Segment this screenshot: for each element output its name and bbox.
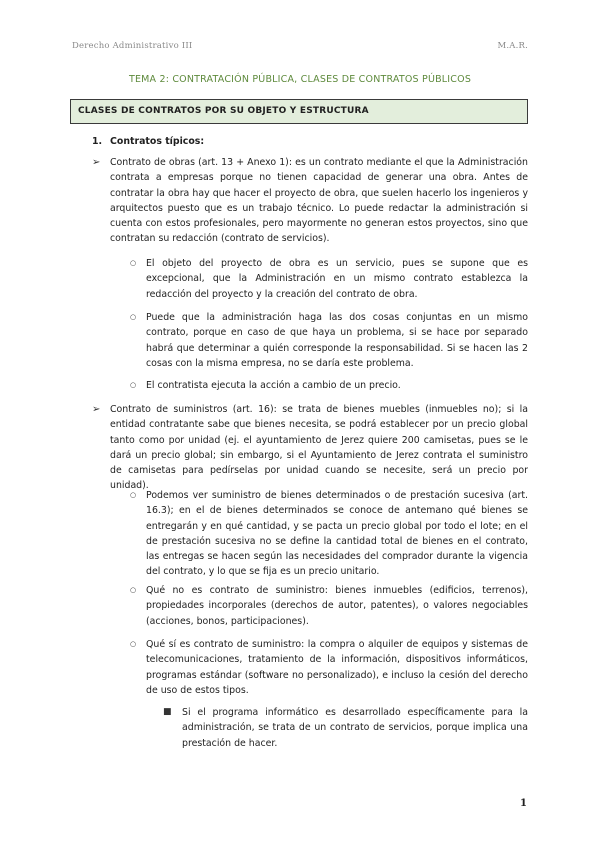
heading-number: 1. xyxy=(92,136,103,147)
suministros-sub-1-text: Podemos ver suministro de bienes determinados o de prestación sucesiva (art. 16.3); en el de bienes determinados se conoce de antemano qué bienes se entregarán y en qué cantidad, y se pacta un precio global por todo el lote; en el de prestación sucesiva no se define la cantidad total de bienes en el contrato, las entregas se hacen según las necesidades del comprador durante la vigencia del contrato, y lo que se fija es un precio unitario. xyxy=(146,490,528,578)
obras-sub-1 xyxy=(146,256,528,302)
suministros-sub-3-text: Qué sí es contrato de suministro: la compra o alquiler de equipos y sistemas de telecomunicaciones, tratamiento de la información, dispositivos informáticos, programas estándar (software no personalizado), e incluso la cesión del derecho de uso de estos tipos. xyxy=(146,639,528,696)
page-title: TEMA 2: CONTRATACIÓN PÚBLICA, CLASES DE CONTRATOS PÚBLICOS xyxy=(128,74,472,85)
page-number: 1 xyxy=(520,798,527,809)
circle-bullet-icon: ○ xyxy=(130,259,137,267)
suministros-sub-2 xyxy=(146,583,528,629)
obras-paragraph xyxy=(110,155,528,247)
section-heading: CLASES DE CONTRATOS POR SU OBJETO Y ESTRUCTURA xyxy=(70,99,528,124)
running-header-left: Derecho Administrativo III xyxy=(72,41,193,51)
suministros-sub-3 xyxy=(146,637,528,698)
circle-bullet-icon: ○ xyxy=(130,586,137,594)
software-sub-text: Si el programa informático es desarrollado específicamente para la administración, se trata de un contrato de servicios, porque implica una prestación de hacer. xyxy=(182,707,528,749)
software-sub xyxy=(182,705,528,751)
square-bullet-icon: ■ xyxy=(163,707,172,717)
circle-bullet-icon: ○ xyxy=(130,313,137,321)
running-header-right: M.A.R. xyxy=(497,41,528,51)
arrow-bullet-icon: ➢ xyxy=(92,157,101,168)
suministros-sub-1 xyxy=(146,488,528,580)
circle-bullet-icon: ○ xyxy=(130,381,137,389)
obras-text: Contrato de obras (art. 13 + Anexo 1): es un contrato mediante el que la Administración contrata a empresas porque no tienen capacidad de generar una obra. Antes de contratar la obra hay que hacer el proyecto de obra, que suelen hacerlo los ingenieros y arquitectos puesto que es un trabajo técnico. Lo puede redactar la administración si cuenta con estos profesionales, pero mayormente no generan estos proyectos, sino que contratan su redacción (contrato de servicios). xyxy=(110,157,528,245)
suministros-sub-2-text: Qué no es contrato de suministro: bienes inmuebles (edificios, terrenos), propiedades incorporales (derechos de autor, patentes), o valores negociables (acciones, bonos, participaciones). xyxy=(146,585,528,627)
suministros-text: Contrato de suministros (art. 16): se trata de bienes muebles (inmuebles no); si la entidad contratante sabe que bienes necesita, se podrá establecer por un precio global tanto como por unidad (ej. el ayuntamiento de Jerez quiere 200 camisetas, pues se le dará un precio global; sin embargo, si el Ayuntamiento de Jerez contrata el suministro de camisetas para pedírselas por unidad cuando se necesite, será un precio por unidad). xyxy=(110,404,528,492)
obras-sub-3 xyxy=(146,378,528,393)
suministros-paragraph xyxy=(110,402,528,494)
obras-sub-2 xyxy=(146,310,528,371)
heading-text: Contratos típicos: xyxy=(110,136,205,147)
obras-sub-3-text: El contratista ejecuta la acción a cambio de un precio. xyxy=(146,380,401,391)
obras-sub-1-text: El objeto del proyecto de obra es un servicio, pues se supone que es excepcional, que la Administración en un mismo contrato establezca la redacción del proyecto y la creación del contrato de obra. xyxy=(146,258,528,300)
obras-sub-2-text: Puede que la administración haga las dos cosas conjuntas en un mismo contrato, porque en caso de que haya un problema, si se hace por separado habrá que determinar a quién corresponde la responsabilidad. Si se hacen las 2 cosas con la misma empresa, no se daría este problema. xyxy=(146,312,528,369)
circle-bullet-icon: ○ xyxy=(130,491,137,499)
arrow-bullet-icon: ➢ xyxy=(92,404,101,415)
circle-bullet-icon: ○ xyxy=(130,640,137,648)
numbered-heading xyxy=(92,136,204,147)
